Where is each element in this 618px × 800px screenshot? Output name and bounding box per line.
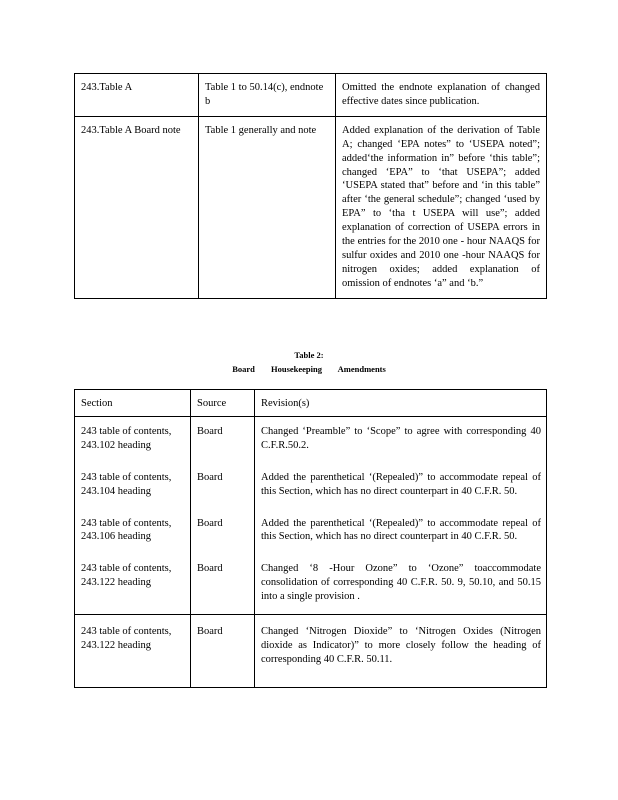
section-cell: 243 table of contents, 243.122 heading [75, 554, 191, 614]
section-cell: 243 table of contents, 243.122 heading [75, 615, 191, 688]
section-cell: 243 table of contents, 243.106 heading [75, 509, 191, 555]
revision-cell: Omitted the endnote explanation of changed effective dates since publication. [336, 74, 547, 117]
revision-cell: Added the parenthetical ‘(Repealed)” to accommodate repeal of this Section, which has no direct counterpart in 40 C.F.R. 50. [255, 509, 547, 555]
table-row [75, 116, 547, 298]
revision-cell: Added the parenthetical ‘(Repealed)” to accommodate repeal of this Section, which has no direct counterpart in 40 C.F.R. 50. [255, 463, 547, 509]
table-2-caption-title: Board Housekeeping Amendments [232, 364, 386, 374]
table-row [75, 554, 547, 614]
revision-cell: Added explanation of the derivation of Table A; changed ‘EPA notes” to ‘USEPA noted”; added‘the information in” before ‘this table”; changed ‘EPA” to ‘that USEPA”; added ‘USEPA stated that” before and ‘in this table” after ‘the general schedule”; changed ‘used by EPA” to ‘tha t USEPA will use”; added explanation of correction of USEPA errors in the entries for the 2010 one - hour NAAQS for sulfur oxides and 2010 one -hour NAAQS for nitrogen oxides; added explanation of omission of endnotes ‘a” and ‘b.” [336, 116, 547, 298]
source-cell: Table 1 generally and note [199, 116, 336, 298]
revision-cell: Changed ‘8 -Hour Ozone” to ‘Ozone” toaccommodate consolidation of corresponding 40 C.F.R. 50. 9, 50.10, and 50.15 into a single provision . [255, 554, 547, 614]
source-header: Source [191, 390, 255, 417]
section-cell: 243 table of contents, 243.102 heading [75, 416, 191, 462]
source-cell: Board [191, 509, 255, 555]
source-cell: Board [191, 554, 255, 614]
section-cell: 243.Table A [75, 74, 199, 117]
revision-cell: Changed ‘Nitrogen Dioxide” to ‘Nitrogen Oxides (Nitrogen dioxide as Indicator)” to more closely follow the heading of corresponding 40 C.F.R. 50.11. [255, 615, 547, 688]
source-cell: Board [191, 416, 255, 462]
table-row [75, 509, 547, 555]
table-row [75, 615, 547, 688]
section-cell: 243 table of contents, 243.104 heading [75, 463, 191, 509]
table-1-continued [74, 73, 547, 299]
revision-cell: Changed ‘Preamble” to ‘Scope” to agree with corresponding 40 C.F.R.50.2. [255, 416, 547, 462]
source-cell: Board [191, 463, 255, 509]
source-cell: Board [191, 615, 255, 688]
table-row [75, 416, 547, 462]
table-2-board-housekeeping [74, 389, 547, 688]
table-header-row [75, 390, 547, 417]
section-cell: 243.Table A Board note [75, 116, 199, 298]
source-cell: Table 1 to 50.14(c), endnote b [199, 74, 336, 117]
table-row [75, 74, 547, 117]
revision-header: Revision(s) [255, 390, 547, 417]
table-row [75, 463, 547, 509]
table-2-caption-number: Table 2: [294, 350, 324, 360]
section-header: Section [75, 390, 191, 417]
